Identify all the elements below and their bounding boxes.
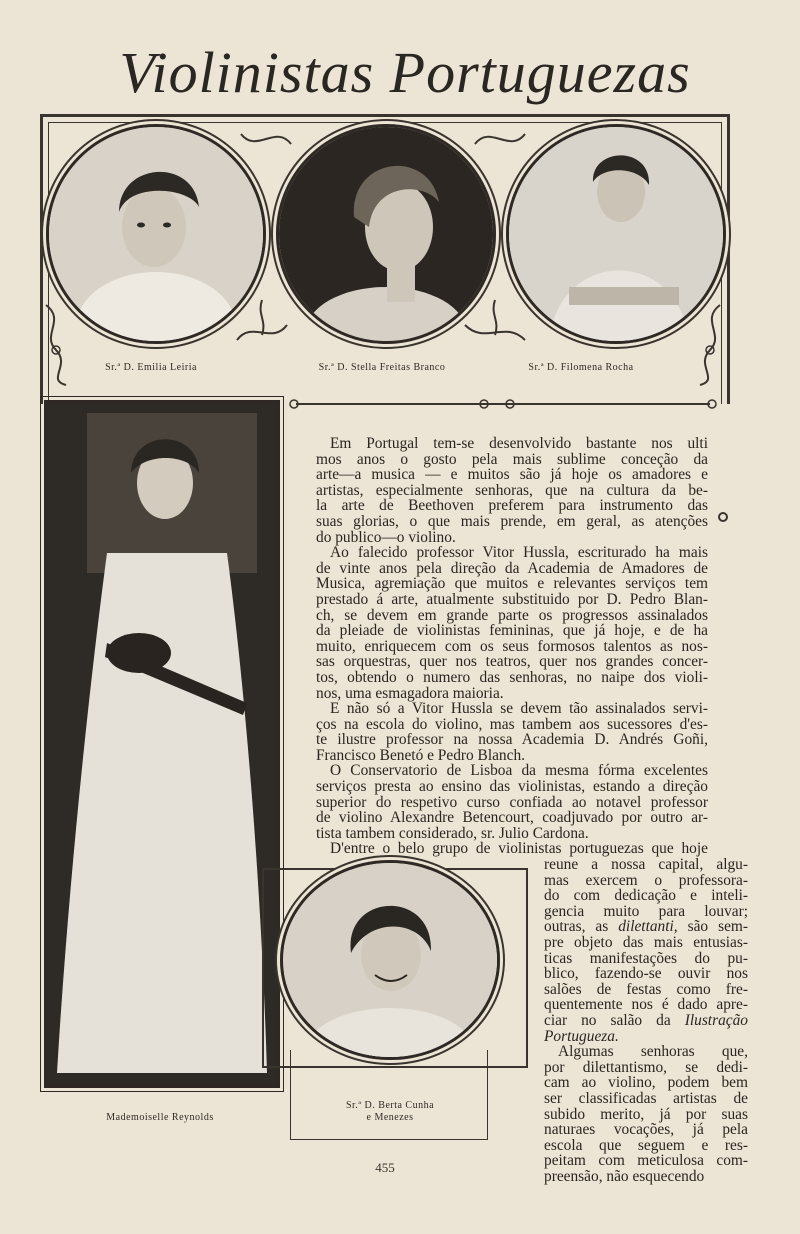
article-line: pre objeto das mais entusias- bbox=[544, 933, 748, 951]
article-line: E não só a Vitor Hussla se devem tão assinalados servi- bbox=[330, 700, 708, 718]
article-line: ços na escola do violino, mas tambem aos sucessores d'es- bbox=[316, 715, 708, 733]
page-number: 455 bbox=[375, 1160, 395, 1175]
portrait-stella-freitas-branco bbox=[276, 124, 496, 344]
article-italic: Portugueza. bbox=[544, 1027, 619, 1045]
article-line: preensão, não esquecendo bbox=[544, 1167, 705, 1185]
article-line: cam ao violino, podem bem bbox=[544, 1074, 748, 1092]
article-line: D'entre o belo grupo de violinistas portuguezas que hoje bbox=[330, 840, 708, 858]
article-fragment: ciar no salão da bbox=[544, 1011, 671, 1029]
article-line: do publico—o violino. bbox=[316, 528, 456, 546]
article-line bbox=[544, 1029, 748, 1045]
portrait-emilia-leiria bbox=[46, 124, 266, 344]
article-line: mos anos o gosto pela mais sublime conceção da bbox=[316, 450, 708, 468]
article-line: tista tambem considerado, sr. Julio Cardona. bbox=[316, 824, 589, 842]
caption-line: Sr.ª D. Berta Cunha bbox=[345, 1100, 435, 1111]
article-line: Francisco Benetó e Pedro Blanch. bbox=[316, 746, 525, 764]
article-line bbox=[544, 919, 748, 935]
bottom-caption-frame bbox=[290, 1050, 488, 1140]
article-line: superior do respetivo curso confiada ao notavel professor bbox=[316, 793, 708, 811]
article-line: te ilustre professor na nossa Academia D. Andrés Goñi, bbox=[316, 731, 708, 749]
portrait-caption: Sr.ª D. Stella Freitas Branco bbox=[318, 362, 446, 373]
article-line: nos, uma esmagadora maioria. bbox=[316, 684, 504, 702]
article-line: suas glorias, o que mais prende, em geral, as atenções bbox=[316, 512, 708, 530]
article-line: tos, obtendo o numero das senhoras, no naipe dos violi- bbox=[316, 668, 708, 686]
article-line: Musica, agremiação que muitos e relevantes serviços tem bbox=[316, 575, 708, 593]
article-line: mas exercem o professora- bbox=[544, 871, 748, 889]
article-line: reune a nossa capital, algu- bbox=[544, 856, 748, 873]
article-line: da pleiade de violinistas femininas, que já hoje, e de ha bbox=[316, 622, 708, 640]
article-line: Ao falecido professor Vitor Hussla, escriturado ha mais bbox=[330, 544, 708, 562]
portrait-caption: Sr.ª D. Filomena Rocha bbox=[528, 362, 634, 373]
page-title: Violinistas Portuguezas bbox=[119, 40, 691, 105]
article-line: de vinte anos pela direção da Academia de Amadores de bbox=[316, 559, 708, 577]
article-line: naturaes vocações, já pela bbox=[544, 1121, 748, 1139]
article-line: muito, enriquecem com os seus formosos talentos as nos- bbox=[316, 637, 708, 655]
article-line: escola que seguem e res- bbox=[544, 1136, 748, 1154]
flourish-ornament bbox=[470, 124, 530, 164]
article-line: sas orquestras, quer nos teatros, quer nos grandes concer- bbox=[316, 653, 708, 671]
article-line: quentemente nos é dado apre- bbox=[544, 996, 748, 1014]
article-line: Algumas senhoras que, bbox=[558, 1043, 748, 1061]
article-line: artistas, especialmente senhoras, que na cultura da be- bbox=[316, 481, 708, 499]
portrait-filomena-rocha bbox=[506, 124, 726, 344]
bottom-portrait-caption bbox=[310, 1100, 470, 1124]
article-line: ser classificadas artistas de bbox=[544, 1089, 748, 1107]
article-line: Em Portugal tem-se desenvolvido bastante nos ulti bbox=[330, 435, 708, 452]
article-line bbox=[544, 1013, 748, 1029]
portrait-berta-cunha-menezes bbox=[280, 860, 500, 1060]
article-line: gencia muito para louvar; bbox=[544, 902, 748, 920]
flourish-ornament bbox=[36, 300, 86, 390]
article-body-narrow bbox=[544, 857, 748, 1184]
article-italic: Ilustração bbox=[684, 1011, 748, 1029]
article-line: do com dedicação e inteli- bbox=[544, 887, 748, 905]
caption-line: e Menezes bbox=[366, 1112, 414, 1123]
article-line: salões de festas como fre- bbox=[544, 980, 748, 998]
article-line: ch, se devem em grande parte os progressos assinalados bbox=[316, 606, 708, 624]
article-line: prestado á arte, atualmente substituido por D. Pedro Blan- bbox=[316, 590, 708, 608]
article-line: la arte de Beethoven preferem para instrumento das bbox=[316, 497, 708, 515]
article-line: serviços presta ao ensino das violinistas, estando a direção bbox=[316, 778, 708, 796]
portrait-caption: Sr.ª D. Emilia Leiria bbox=[105, 362, 197, 373]
article-line: peitam com meticulosa com- bbox=[544, 1152, 748, 1170]
article-body bbox=[316, 436, 708, 857]
article-line: de violino Alexandre Betencourt, coadjuvado por outro ar- bbox=[316, 809, 708, 827]
article-line: O Conservatorio de Lisboa da mesma fórma excelentes bbox=[330, 762, 708, 780]
article-line: ticas manifestações do pu- bbox=[544, 949, 748, 967]
tall-portrait-caption: Mademoiselle Reynolds bbox=[106, 1112, 214, 1123]
article-fragment: outras, as bbox=[544, 918, 609, 936]
flourish-ornament bbox=[236, 124, 296, 164]
article-line: subido merito, já por suas bbox=[544, 1105, 748, 1123]
article-fragment: são sem- bbox=[687, 918, 748, 936]
article-line: por dilettantismo, se dedi- bbox=[544, 1058, 748, 1076]
side-ornament bbox=[718, 512, 728, 522]
rule-ornament bbox=[288, 398, 718, 410]
article-line: arte—a musica — e muitos são já hoje os amadores e bbox=[316, 466, 708, 484]
article-italic: dilettanti, bbox=[618, 918, 678, 936]
article-line: blico, fazendo-se ouvir nos bbox=[544, 965, 748, 983]
portrait-mademoiselle-reynolds bbox=[44, 400, 280, 1088]
